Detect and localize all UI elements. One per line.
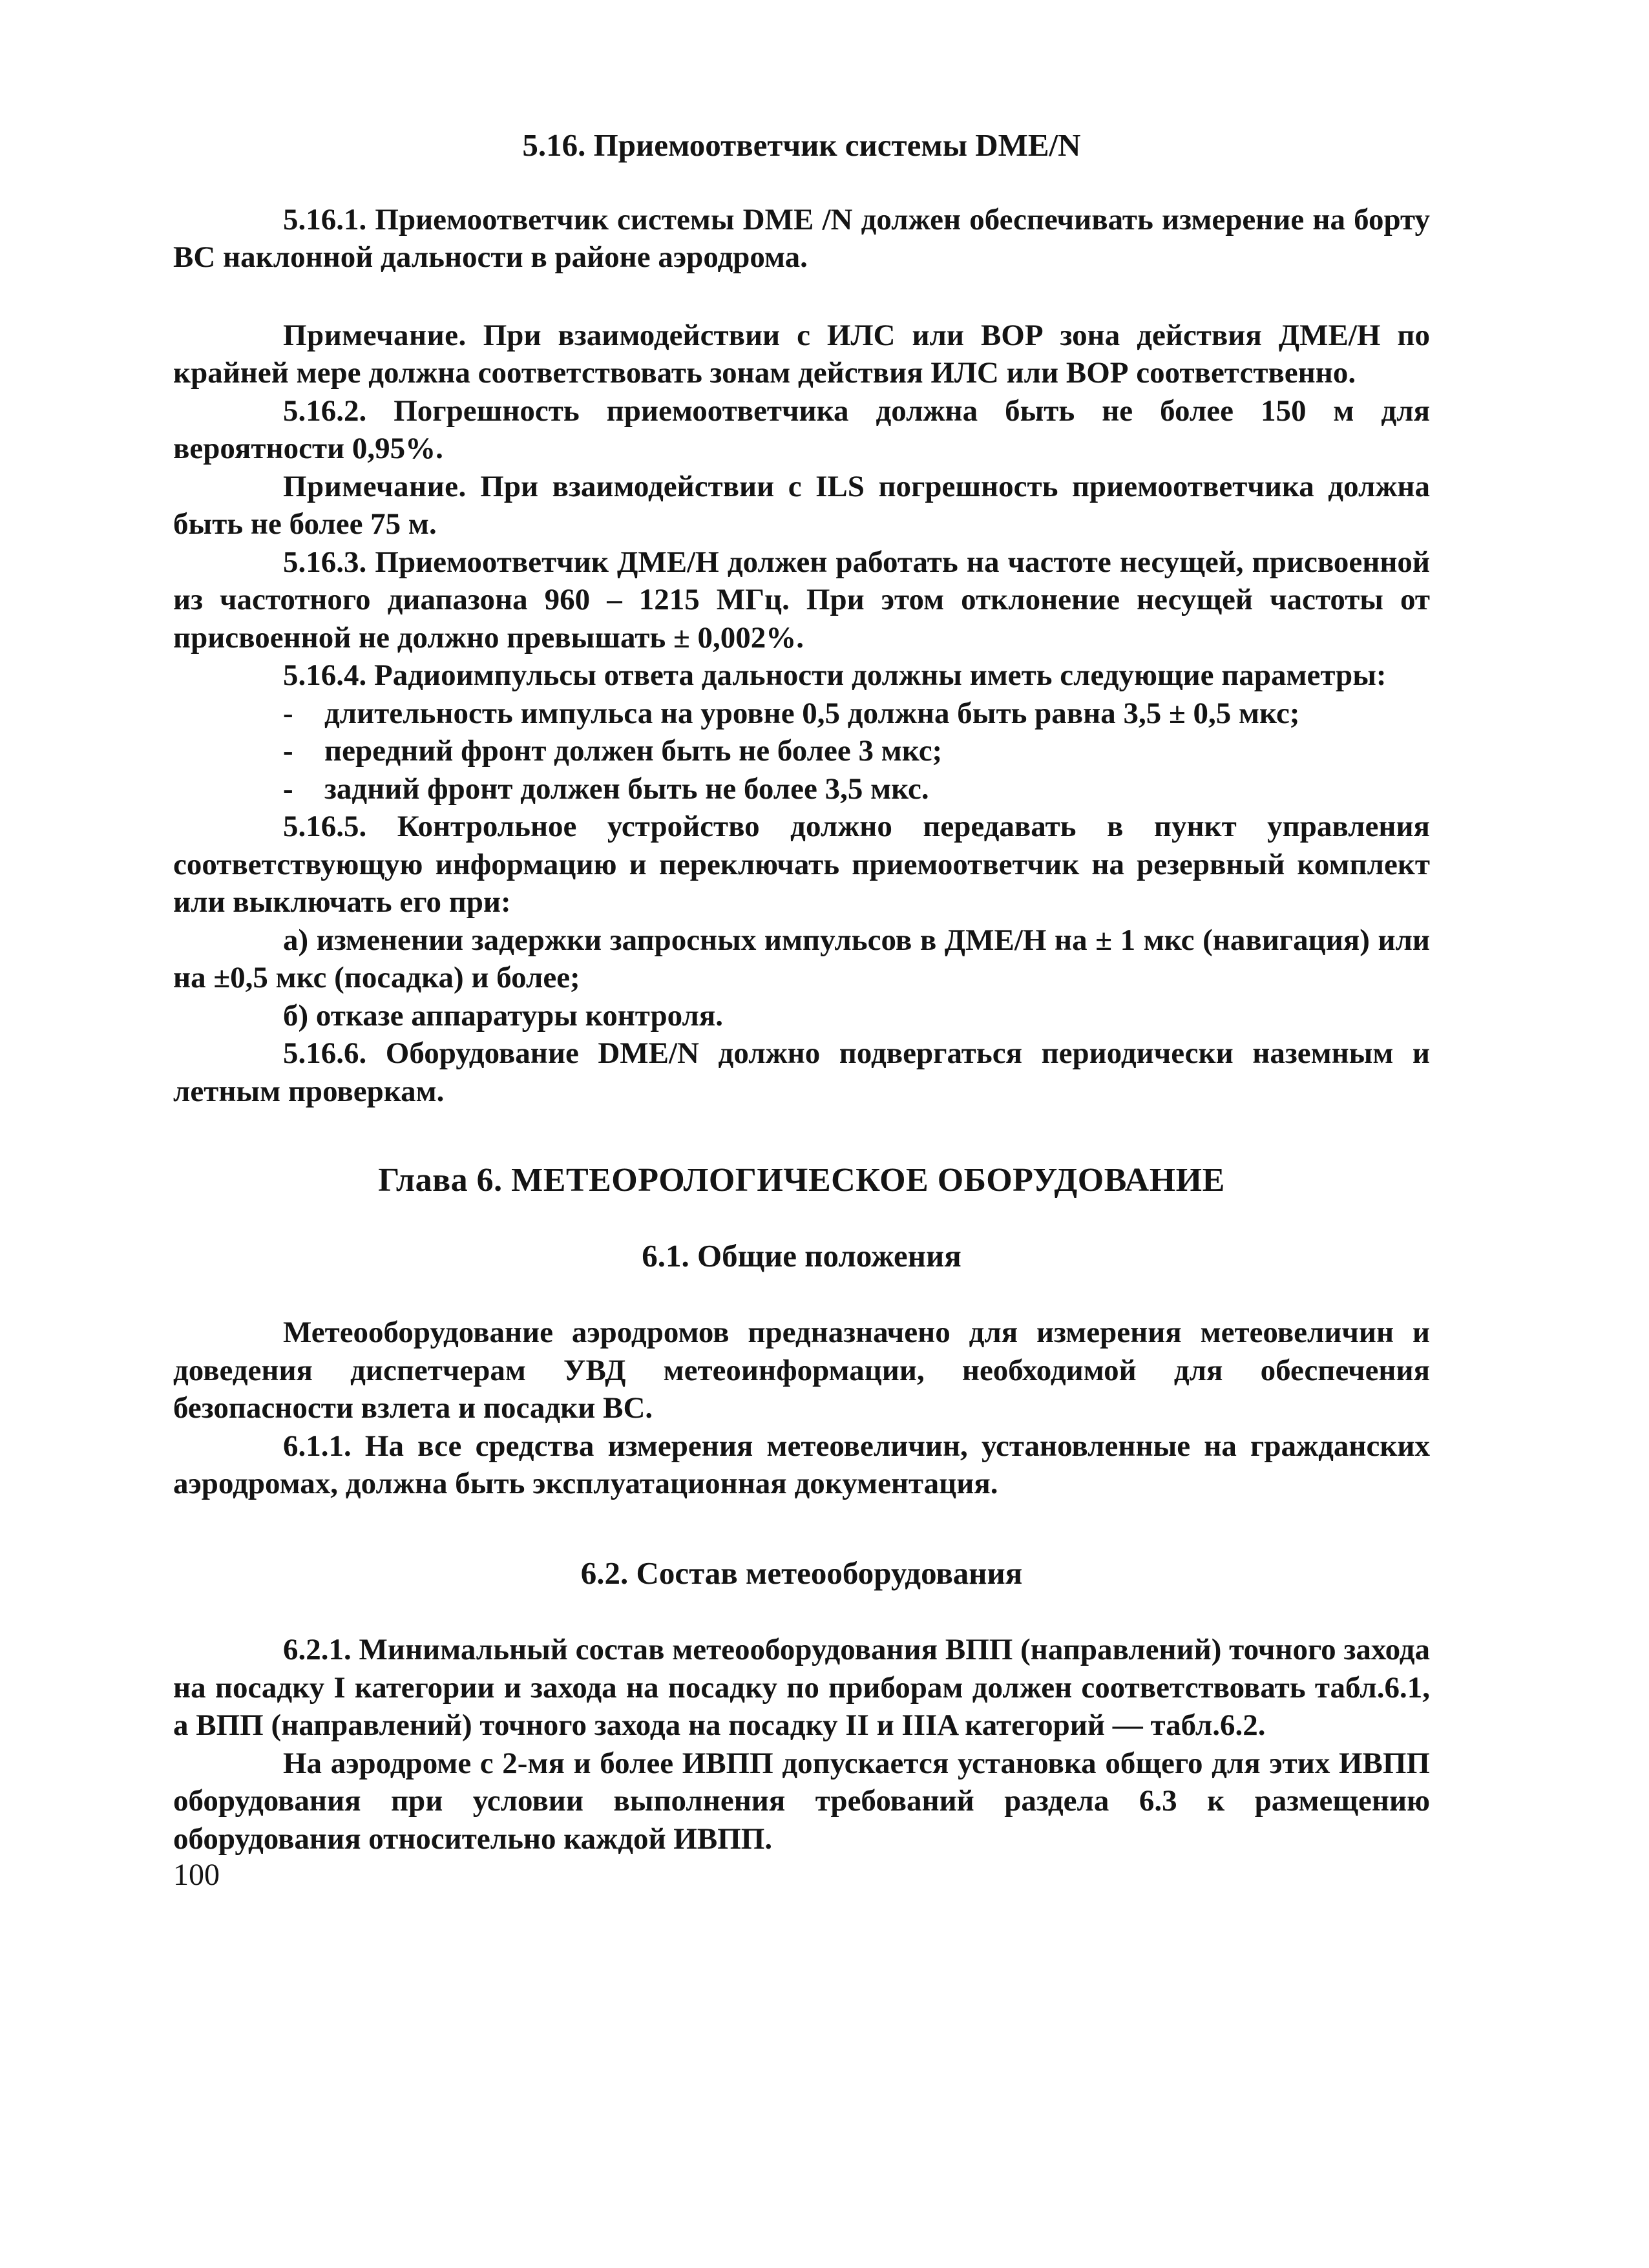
paragraph-5-16-6: 5.16.6. Оборудование DME/N должно подвергаться периодически наземным и летным проверкам. — [173, 1036, 1430, 1108]
section-title: 5.16. Приемоответчик системы DME/N — [522, 127, 1081, 163]
list-dash: - — [283, 734, 293, 768]
note-text: При взаимодействии с ИЛС или ВОР зона действия ДМЕ/Н по крайней мере должна соответствовать зонам действия ИЛС или ВОР соответственно. — [173, 318, 1430, 390]
page-number: 100 — [173, 1858, 220, 1892]
paragraph-5-16-5-b: б) отказе аппаратуры контроля. — [283, 998, 724, 1033]
chapter-title: Глава 6. МЕТЕОРОЛОГИЧЕСКОЕ ОБОРУДОВАНИЕ — [378, 1162, 1225, 1199]
list-dash: - — [283, 772, 293, 806]
paragraph-5-16-1: 5.16.1. Приемоответчик системы DME /N должен обеспечивать измерение на борту ВС наклонной дальности в районе аэродрома. — [173, 202, 1430, 274]
page-content — [173, 127, 1430, 1858]
note-text: При взаимодействии с ILS погрешность приемоответчика должна быть не более 75 м. — [173, 469, 1430, 541]
list-item — [173, 732, 1430, 770]
paragraph-5-16-4: 5.16.4. Радиоимпульсы ответа дальности должны иметь следующие параметры: — [283, 658, 1387, 692]
list-item-text: задний фронт должен быть не более 3,5 мкс. — [324, 772, 929, 806]
list-item-text: передний фронт должен быть не более 3 мкс; — [324, 734, 943, 768]
paragraph-6-2-1: 6.2.1. Минимальный состав метеооборудования ВПП (направлений) точного захода на посадку I категории и захода на посадку по приборам должен соответствовать табл.6.1, а ВПП (направлений) точного захода на посадку II и IIIA категорий — табл.6.2. — [173, 1633, 1430, 1742]
paragraph-5-16-5-a: а) изменении задержки запросных импульсов в ДМЕ/Н на ± 1 мкс (навигация) или на ±0,5 мкс (посадка) и более; — [173, 923, 1430, 994]
paragraph-6-2-1-b: На аэродроме с 2-мя и более ИВПП допускается установка общего для этих ИВПП оборудования при условии выполнения требований раздела 6.3 к размещению оборудования относительно каждой ИВПП. — [173, 1746, 1430, 1856]
subsection-title: 6.2. Состав метеооборудования — [580, 1555, 1023, 1591]
paragraph-5-16-2: 5.16.2. Погрешность приемоответчика должна быть не более 150 м для вероятности 0,95%. — [173, 394, 1430, 465]
list-item — [173, 770, 1430, 808]
note-1 — [173, 317, 1430, 392]
subsection-title: 6.1. Общие положения — [642, 1237, 961, 1274]
paragraph-6-1: Метеооборудование аэродромов предназначено для измерения метеовеличин и доведения диспетчерам УВД метеоинформации, необходимой для обеспечения безопасности взлета и посадки ВС. — [173, 1316, 1430, 1425]
paragraph-6-1-1: 6.1.1. На все средства измерения метеовеличин, установленные на гражданских аэродромах, должна быть эксплуатационная документация. — [173, 1429, 1430, 1500]
note-2 — [173, 468, 1430, 543]
list-dash: - — [283, 696, 293, 730]
list-item — [173, 695, 1430, 733]
note-label: Примечание. — [283, 469, 467, 503]
note-label: Примечание. — [283, 318, 467, 352]
list-item-text: длительность импульса на уровне 0,5 должна быть равна 3,5 ± 0,5 мкс; — [324, 696, 1300, 730]
paragraph-5-16-5: 5.16.5. Контрольное устройство должно передавать в пункт управления соответствующую информацию и переключать приемоответчик на резервный комплект или выключать его при: — [173, 810, 1430, 919]
paragraph-5-16-3: 5.16.3. Приемоответчик ДМЕ/Н должен работать на частоте несущей, присвоенной из частотного диапазона 960 – 1215 МГц. При этом отклонение несущей частоты от присвоенной не должно превышать ± 0,002%. — [173, 545, 1430, 655]
